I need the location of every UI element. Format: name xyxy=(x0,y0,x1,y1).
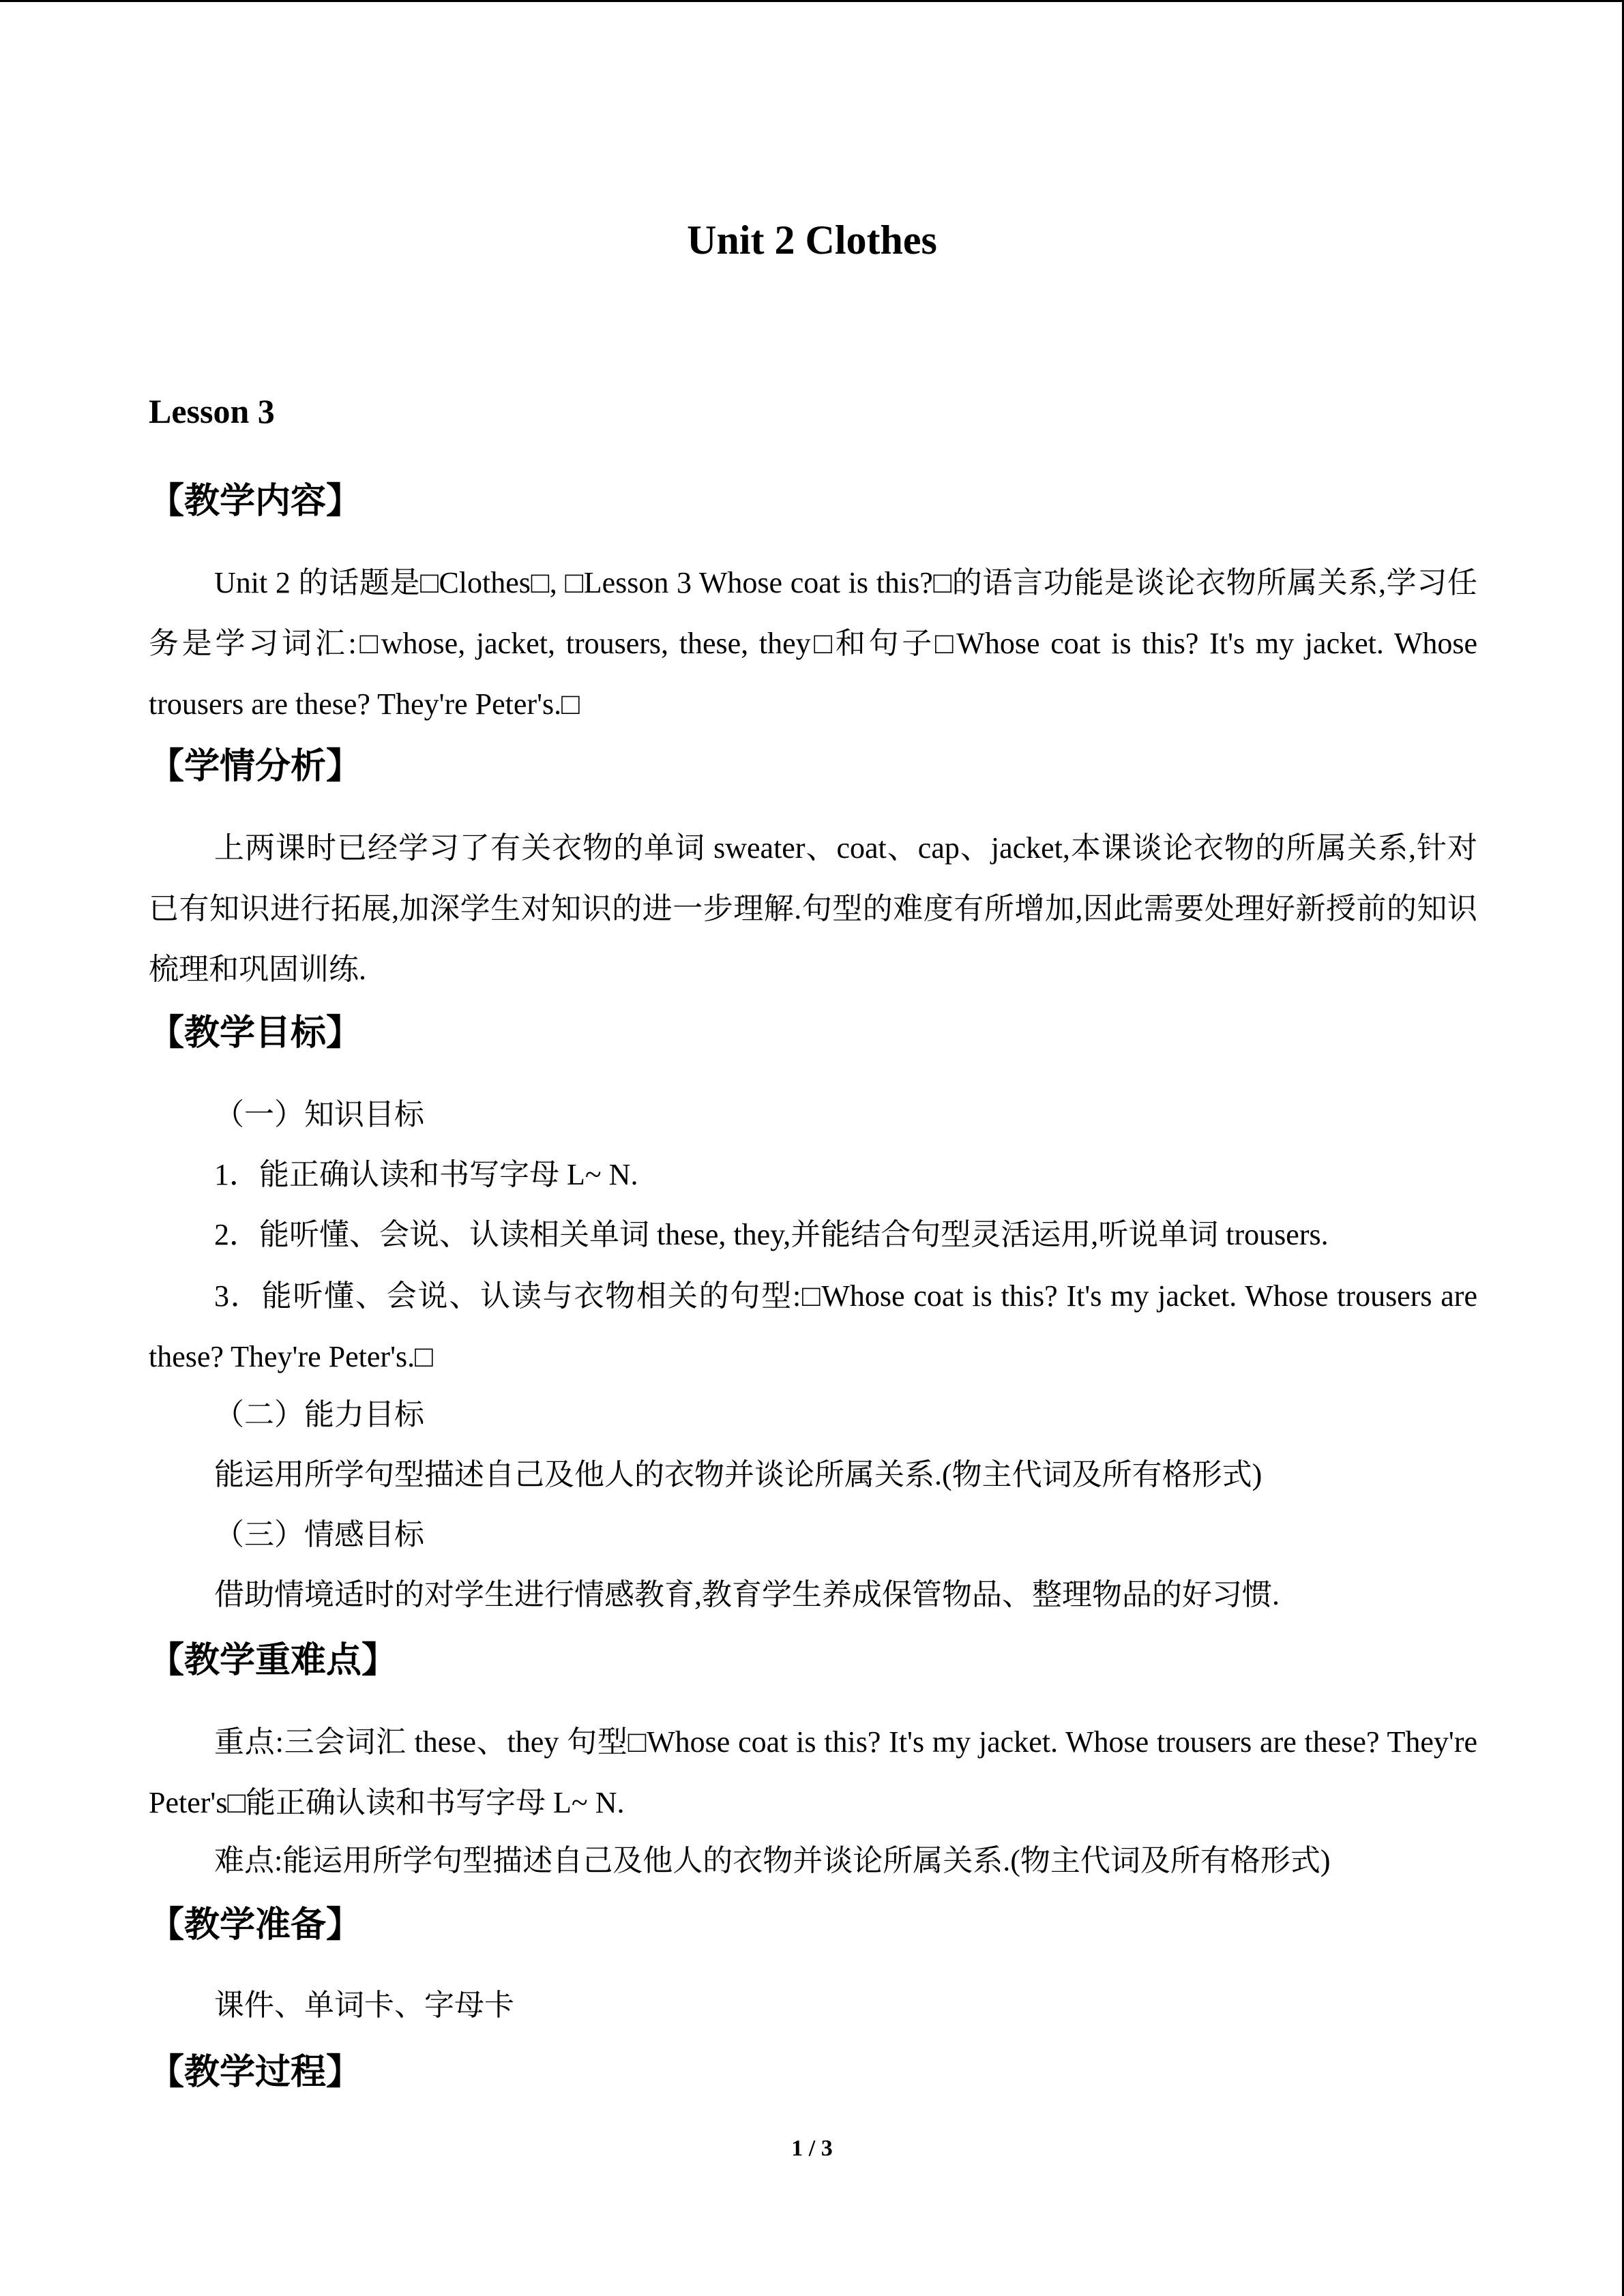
key-points-text: 重点:三会词汇 these、they 句型□Whose coat is this? It's my jacket. Whose trousers are these? They're Peter's□能正确认读和书写字母 L~ N. xyxy=(149,1725,1477,1819)
ability-goal-text: 能运用所学句型描述自己及他人的衣物并谈论所属关系.(物主代词及所有格形式) xyxy=(214,1458,1263,1491)
section-heading-goals: 【教学目标】 xyxy=(149,1013,362,1054)
top-border xyxy=(0,0,1624,2)
section-heading-process: 【教学过程】 xyxy=(149,2052,362,2093)
difficult-points-text: 难点:能运用所学句型描述自己及他人的衣物并谈论所属关系.(物主代词及所有格形式) xyxy=(214,1844,1331,1877)
ability-goal-label: （二）能力目标 xyxy=(214,1398,424,1431)
page-number: 1 / 3 xyxy=(791,2136,833,2161)
analysis-paragraph: 上两课时已经学习了有关衣物的单词 sweater、coat、cap、jacket,本课谈论衣物的所属关系,针对已有知识进行拓展,加深学生对知识的进一步理解.句型的难度有所增加,因此需要处理好新授前的知识梳理和巩固训练. xyxy=(149,831,1477,986)
section-heading-preparation: 【教学准备】 xyxy=(149,1905,362,1945)
goal-item-3: 3．能听懂、会说、认读与衣物相关的句型:□Whose coat is this? It's my jacket. Whose trousers are these? They're Peter's.□ xyxy=(149,1279,1477,1373)
emotion-goal-label: （三）情感目标 xyxy=(214,1518,424,1551)
section-heading-analysis: 【学情分析】 xyxy=(149,746,362,787)
section-heading-key-points: 【教学重难点】 xyxy=(149,1640,398,1681)
content-paragraph: Unit 2 的话题是□Clothes□, □Lesson 3 Whose coat is this?□的语言功能是谈论衣物所属关系,学习任务是学习词汇:□whose, jacket, trousers, these, they□和句子□Whose coat is this? It's my jacket. Whose trousers are these? They're Peter's.□ xyxy=(149,566,1477,721)
section-heading-content: 【教学内容】 xyxy=(149,481,362,522)
lesson-heading: Lesson 3 xyxy=(149,392,275,430)
preparation-text: 课件、单词卡、字母卡 xyxy=(214,1988,514,2022)
page-title: Unit 2 Clothes xyxy=(687,218,937,263)
emotion-goal-text: 借助情境适时的对学生进行情感教育,教育学生养成保管物品、整理物品的好习惯. xyxy=(214,1578,1280,1611)
goal-item-2: 2．能听懂、会说、认读相关单词 these, they,并能结合句型灵活运用,听说单词 trousers. xyxy=(214,1218,1329,1251)
knowledge-goal-label: （一）知识目标 xyxy=(214,1098,424,1131)
goal-item-1: 1．能正确认读和书写字母 L~ N. xyxy=(214,1158,638,1191)
